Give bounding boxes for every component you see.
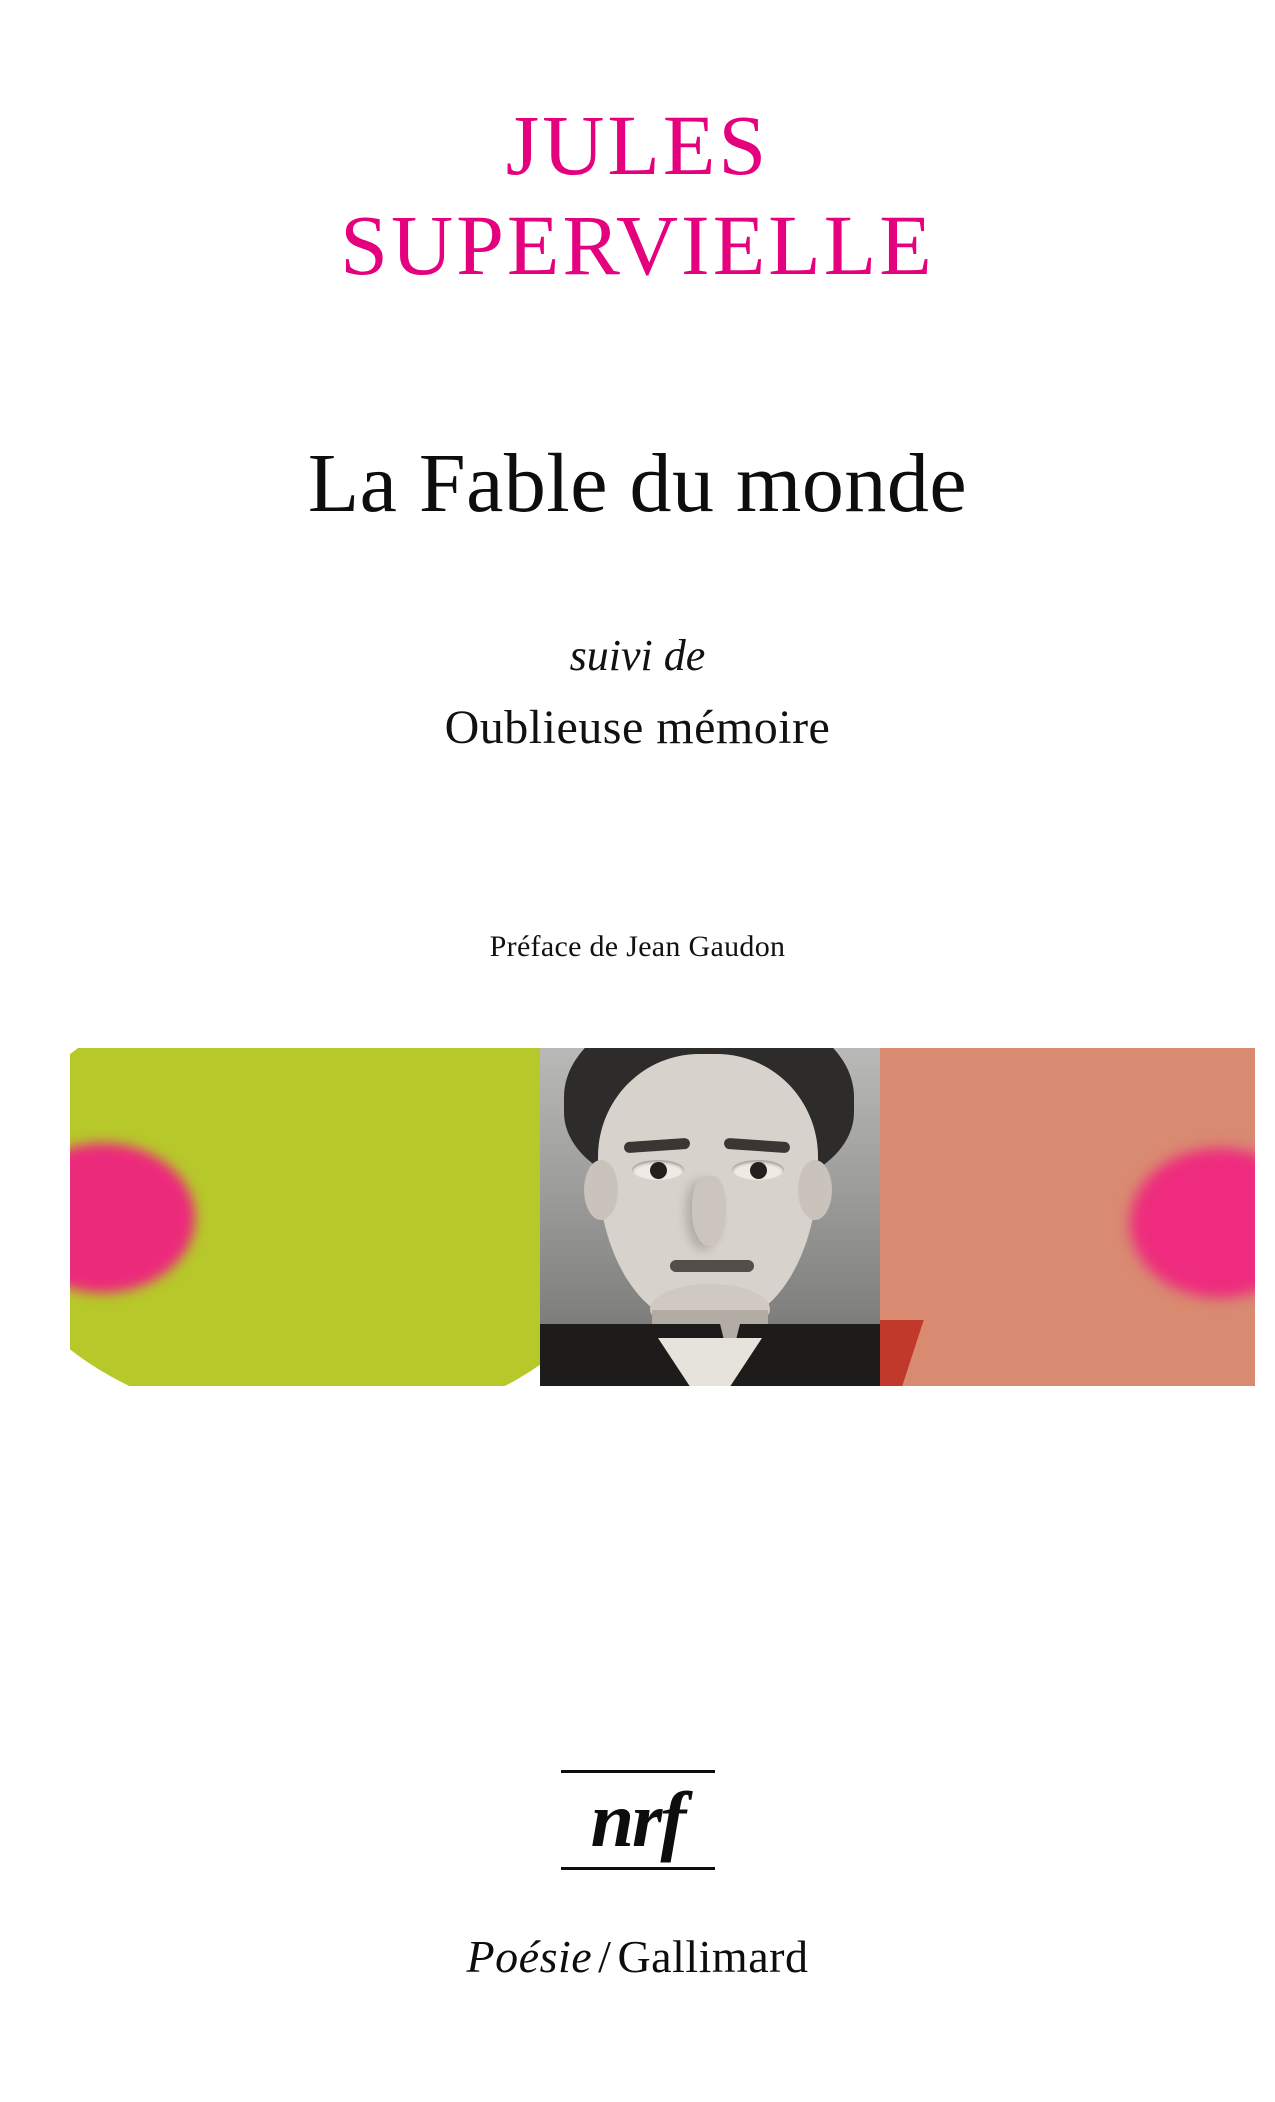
pink-blob-right-shape: [1130, 1148, 1255, 1298]
logo-rule-bottom: [561, 1867, 715, 1870]
followed-by-label: suivi de: [569, 631, 706, 680]
book-title: La Fable du monde: [307, 437, 968, 530]
author-name-line-1: JULES: [505, 97, 770, 193]
author-portrait: [540, 1048, 880, 1386]
nrf-logo-text: nrf: [590, 1776, 685, 1863]
cover-photograph: [70, 1048, 1255, 1386]
logo-rule-top: [561, 1770, 715, 1773]
photo-left-panel: [70, 1048, 560, 1386]
collection-name: Poésie: [466, 1931, 593, 1982]
portrait-pupil-left: [650, 1162, 667, 1179]
secondary-title: Oublieuse mémoire: [444, 701, 831, 754]
portrait-mouth: [670, 1260, 754, 1272]
author-name: [0, 96, 1275, 296]
preface-credit: Préface de Jean Gaudon: [489, 930, 786, 963]
portrait-ear-left: [584, 1160, 618, 1220]
collection-line: [0, 1930, 1275, 1983]
author-name-line-2: SUPERVIELLE: [340, 196, 935, 293]
collection-separator: /: [598, 1931, 612, 1982]
portrait-ear-right: [798, 1160, 832, 1220]
publisher-logo: [0, 1770, 1275, 1870]
publisher-name: Gallimard: [617, 1931, 809, 1982]
portrait-nose: [692, 1176, 726, 1246]
portrait-pupil-right: [750, 1162, 767, 1179]
